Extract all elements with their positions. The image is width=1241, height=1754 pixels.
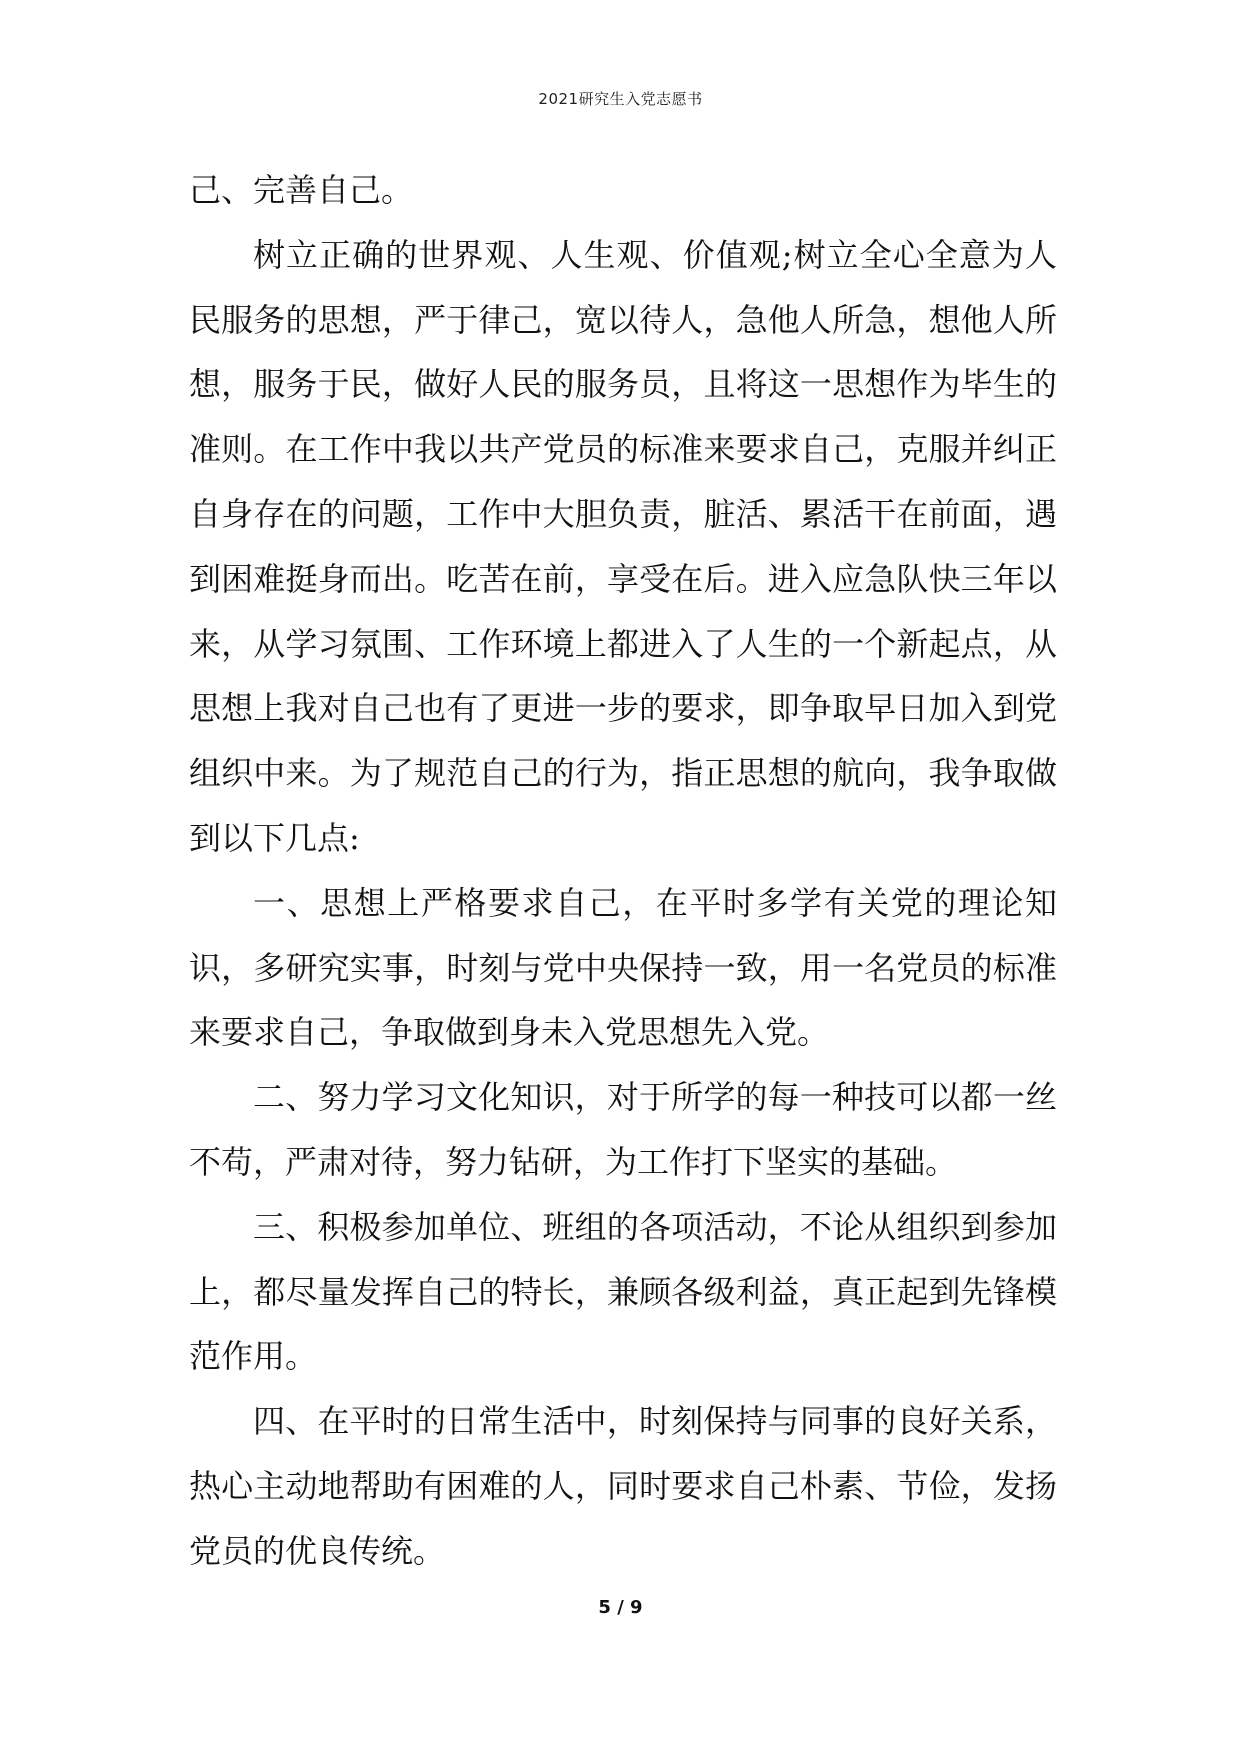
paragraph-point-one: 一、思想上严格要求自己，在平时多学有关党的理论知识，多研究实事，时刻与党中央保持一致，用一名党员的标准来要求自己，争取做到身未入党思想先入党。 — [189, 883, 1057, 1052]
paragraph-point-two: 二、努力学习文化知识，对于所学的每一种技可以都一丝不苟，严肃对待，努力钻研，为工作打下坚实的基础。 — [189, 1078, 1057, 1181]
body-text — [189, 158, 1057, 1584]
paragraph-worldview: 树立正确的世界观、人生观、价值观;树立全心全意为人民服务的思想，严于律己，宽以待人，急他人所急，想他人所想，服务于民，做好人民的服务员，且将这一思想作为毕生的准则。在工作中我以共产党员的标准来要求自己，克服并纠正自身存在的问题，工作中大胆负责，脏活、累活干在前面，遇到困难挺身而出。吃苦在前，享受在后。进入应急队快三年以来，从学习氛围、工作环境上都进入了人生的一个新起点，从思想上我对自己也有了更进一步的要求，即争取早日加入到党组织中来。为了规范自己的行为，指正思想的航向，我争取做到以下几点: — [189, 235, 1057, 857]
paragraph-continuation: 己、完善自己。 — [189, 171, 414, 209]
paragraph-point-three: 三、积极参加单位、班组的各项活动，不论从组织到参加上，都尽量发挥自己的特长，兼顾各级利益，真正起到先锋模范作用。 — [189, 1207, 1057, 1376]
running-header: 2021研究生入党志愿书 — [538, 90, 703, 108]
page-number: 5 / 9 — [598, 1597, 643, 1618]
paragraph-point-four: 四、在平时的日常生活中，时刻保持与同事的良好关系，热心主动地帮助有困难的人，同时要求自己朴素、节俭，发扬党员的优良传统。 — [189, 1402, 1057, 1570]
